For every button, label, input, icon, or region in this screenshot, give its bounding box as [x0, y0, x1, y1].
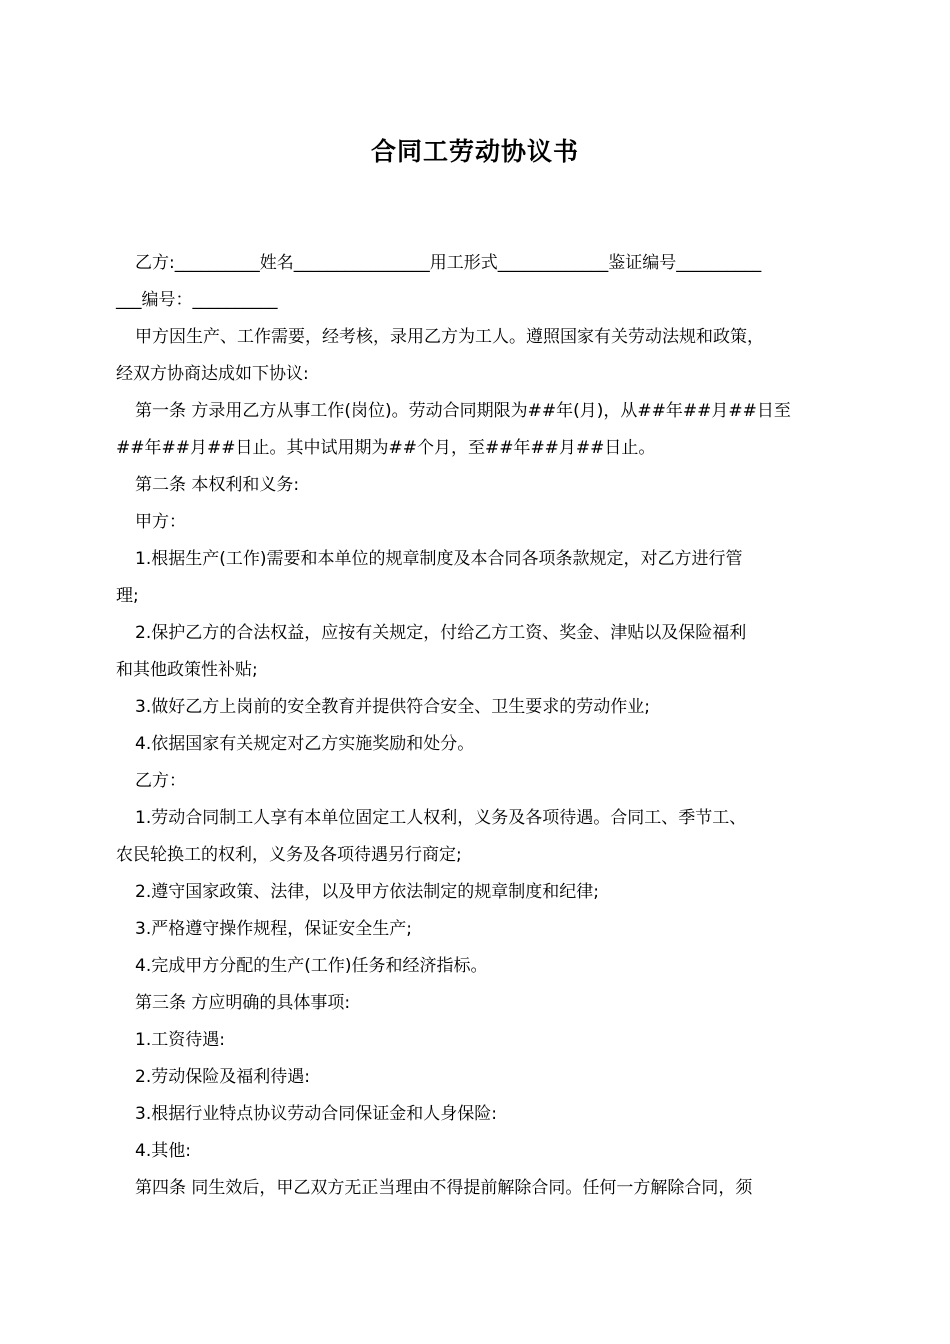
text-line: 1.劳动合同制工人享有本单位固定工人权利，义务及各项待遇。合同工、季节工、: [135, 808, 747, 828]
text-line: 经双方协商达成如下协议:: [116, 364, 309, 384]
text-line: 甲方：: [135, 512, 186, 532]
text-line: 乙方：: [135, 771, 186, 791]
document-body: [116, 245, 838, 1207]
text-line: 第一条 方录用乙方从事工作(岗位)。劳动合同期限为##年(月)，从##年##月##日至: [135, 401, 791, 421]
text-line: 第三条 方应明确的具体事项:: [135, 993, 351, 1013]
text-line: 第二条 本权利和义务:: [135, 475, 300, 495]
text-line: 理;: [116, 586, 139, 606]
text-line: 农民轮换工的权利，义务及各项待遇另行商定;: [116, 845, 462, 865]
text-line: 第四条 同生效后，甲乙双方无正当理由不得提前解除合同。任何一方解除合同，须: [135, 1178, 753, 1198]
text-line: 3.严格遵守操作规程，保证安全生产;: [135, 919, 412, 939]
text-line: 乙方:__________姓名________________用工形式_____________鉴证编号__________: [135, 253, 762, 273]
text-line: ##年##月##日止。其中试用期为##个月，至##年##月##日止。: [116, 438, 656, 458]
text-line: 和其他政策性补贴;: [116, 660, 258, 680]
text-line: ___编号：__________: [116, 290, 278, 310]
document-title: 合同工劳动协议书: [370, 137, 579, 166]
text-line: 4.完成甲方分配的生产(工作)任务和经济指标。: [135, 956, 488, 976]
text-line: 3.做好乙方上岗前的安全教育并提供符合安全、卫生要求的劳动作业;: [135, 697, 650, 717]
text-line: 1.根据生产(工作)需要和本单位的规章制度及本合同各项条款规定，对乙方进行管: [135, 549, 743, 569]
text-line: 4.其他:: [135, 1141, 191, 1161]
text-line: 2.劳动保险及福利待遇:: [135, 1067, 310, 1087]
text-line: 2.保护乙方的合法权益，应按有关规定，付给乙方工资、奖金、津贴以及保险福利: [135, 623, 747, 643]
text-line: 4.依据国家有关规定对乙方实施奖励和处分。: [135, 734, 475, 754]
text-line: 2.遵守国家政策、法律，以及甲方依法制定的规章制度和纪律;: [135, 882, 599, 902]
text-line: 甲方因生产、工作需要，经考核，录用乙方为工人。遵照国家有关劳动法规和政策，: [135, 327, 764, 347]
text-line: 1.工资待遇:: [135, 1030, 225, 1050]
text-line: 3.根据行业特点协议劳动合同保证金和人身保险:: [135, 1104, 497, 1124]
